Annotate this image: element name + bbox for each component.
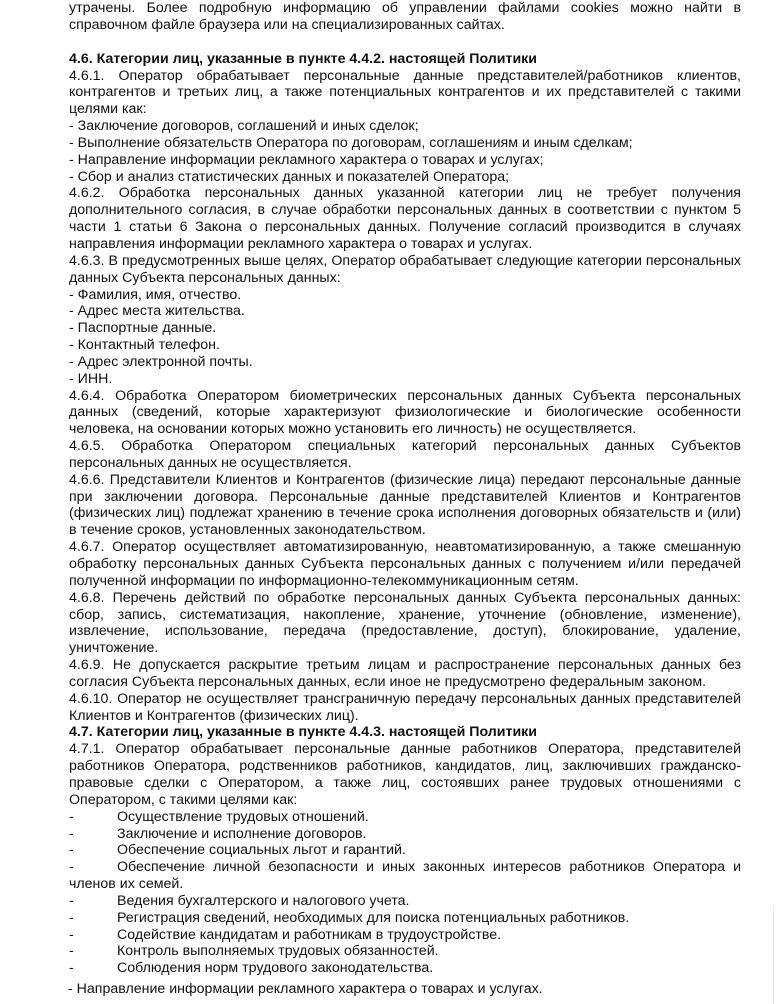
list-item: - Паспортные данные. xyxy=(69,320,217,337)
list-item-text: Соблюдения норм трудового законодательства. xyxy=(117,960,434,977)
list-item-text: Заключение и исполнение договоров. xyxy=(117,825,367,842)
list-item: - Заключение договоров, соглашений и иных сделок; xyxy=(69,118,419,135)
list-dash: - xyxy=(69,943,74,960)
list-dash: - xyxy=(69,842,74,859)
list-item xyxy=(69,943,741,960)
list-dash: - xyxy=(69,892,74,909)
paragraph-4-6-4: 4.6.4. Обработка Оператором биометрических персональных данных Субъекта персональных данных (сведений, которые характеризуют физиологические и биологические особенности человека, на основании которых можно установить его личность) не осуществляется. xyxy=(69,387,741,438)
list-dash: - xyxy=(69,960,74,977)
list-item-text: Обеспечение социальных льгот и гарантий. xyxy=(117,842,406,859)
list-item: - Сбор и анализ статистических данных и показателей Оператора; xyxy=(69,168,510,185)
paragraph-4-6-2: 4.6.2. Обработка персональных данных указанной категории лиц не требует получения дополнительного согласия, в случае обработки персональных данных в соответствии с пунктом 5 части 1 статьи 6 Закона о персональных данных. Получение согласий производится в случаях направления информации рекламного характера о товарах и услугах. xyxy=(69,185,741,252)
list-item: - Направление информации рекламного характера о товарах и услугах; xyxy=(69,151,544,168)
list-item xyxy=(69,859,741,893)
list-item xyxy=(69,809,741,826)
paragraph-4-6-8: 4.6.8. Перечень действий по обработке персональных данных Субъекта персональных данных: сбор, запись, систематизация, накопление, хранение, уточнение (обновление, изменение), извлечение, использование, передача (предоставление, доступ), блокирование, удаление, уничтожение. xyxy=(69,589,741,657)
list-item: - Контактный телефон. xyxy=(69,337,220,354)
section-heading-4-6: 4.6. Категории лиц, указанные в пункте 4.4.2. настоящей Политики xyxy=(69,50,537,67)
spacer xyxy=(69,34,741,51)
intro-paragraph-tail: утрачены. Более подробную информацию об управлении файлами cookies можно найти в справочном файле браузера или на специализированных сайтах. xyxy=(69,0,741,33)
list-dash: - xyxy=(69,859,74,876)
paragraph-4-6-9: 4.6.9. Не допускается раскрытие третьим лицам и распространение персональных данных без согласия Субъекта персональных данных, если иное не предусмотрено федеральным законом. xyxy=(69,657,741,690)
list-dash: - xyxy=(69,926,74,943)
paragraph-4-6-10: 4.6.10. Оператор не осуществляет трансграничную передачу персональных данных представителей Клиентов и Контрагентов (физических лиц). xyxy=(69,690,741,724)
list-item: - Адрес места жительства. xyxy=(69,303,245,320)
list-dash: - xyxy=(69,909,74,926)
list-item xyxy=(69,893,741,910)
list-dash: - xyxy=(69,825,74,842)
list-item xyxy=(69,960,741,977)
paragraph-4-7-1: 4.7.1. Оператор обрабатывает персональные данные работников Оператора, представителей работников Оператора, родственников работников, кандидатов, лиц, заключивших гражданско-правовые сделки с Оператором, а также лиц, состоявших ранее трудовых отношениями с Оператором, с такими целями как: xyxy=(69,741,741,808)
list-item-text: Содействие кандидатам и работникам в трудоустройстве. xyxy=(117,926,502,943)
list-item: - Адрес электронной почты. xyxy=(69,353,253,370)
list-item-last: - Направление информации рекламного характера о товарах и услугах. xyxy=(68,981,543,997)
paragraph-4-6-5: 4.6.5. Обработка Оператором специальных категорий персональных данных Субъектов персональных данных не осуществляется. xyxy=(69,438,741,471)
list-item: - ИНН. xyxy=(69,370,113,387)
paragraph-4-6-7: 4.6.7. Оператор осуществляет автоматизированную, неавтоматизированную, а также смешанную обработку персональных данных Субъекта персональных данных с получением и/или передачей полученной информации по информационно-телекоммуникационным сетям. xyxy=(69,539,741,589)
list-item xyxy=(69,826,741,843)
list-item xyxy=(69,842,741,859)
list-item xyxy=(69,927,741,944)
list-item: - Выполнение обязательств Оператора по договорам, соглашениям и иным сделкам; xyxy=(69,134,633,151)
paragraph-4-6-3: 4.6.3. В предусмотренных выше целях, Оператор обрабатывает следующие категории персональных данных Субъекта персональных данных: xyxy=(69,252,741,286)
policy-document xyxy=(69,0,741,977)
list-dash: - xyxy=(69,808,74,825)
list-item-text: Осуществление трудовых отношений. xyxy=(117,808,369,825)
list-item-text: Обеспечение личной безопасности и иных законных интересов работников Оператора и членов их семей. xyxy=(69,859,741,893)
paragraph-4-6-6: 4.6.6. Представители Клиентов и Контрагентов (физические лица) передают персональные данные при заключении договора. Персональные данные представителей Клиентов и Контрагентов (физических лиц) подлежат хранению в течение срока исполнения договорных обязательств и (или) в течение сроков, установленных законодательством. xyxy=(69,471,741,539)
paragraph-4-6-1: 4.6.1. Оператор обрабатывает персональные данные представителей/работников клиентов, контрагентов и третьих лиц, а также потенциальных контрагентов и их представителей с такими целями как: xyxy=(69,67,741,118)
scrollbar-track[interactable] xyxy=(771,905,779,1004)
list-item xyxy=(69,910,741,927)
list-item-text: Ведения бухгалтерского и налогового учета. xyxy=(117,892,410,909)
list-item: - Фамилия, имя, отчество. xyxy=(69,286,242,303)
list-item-text: Регистрация сведений, необходимых для поиска потенциальных работников. xyxy=(117,909,630,926)
section-heading-4-7: 4.7. Категории лиц, указанные в пункте 4.4.3. настоящей Политики xyxy=(69,724,537,741)
list-item-text: Контроль выполняемых трудовых обязанностей. xyxy=(117,943,439,960)
